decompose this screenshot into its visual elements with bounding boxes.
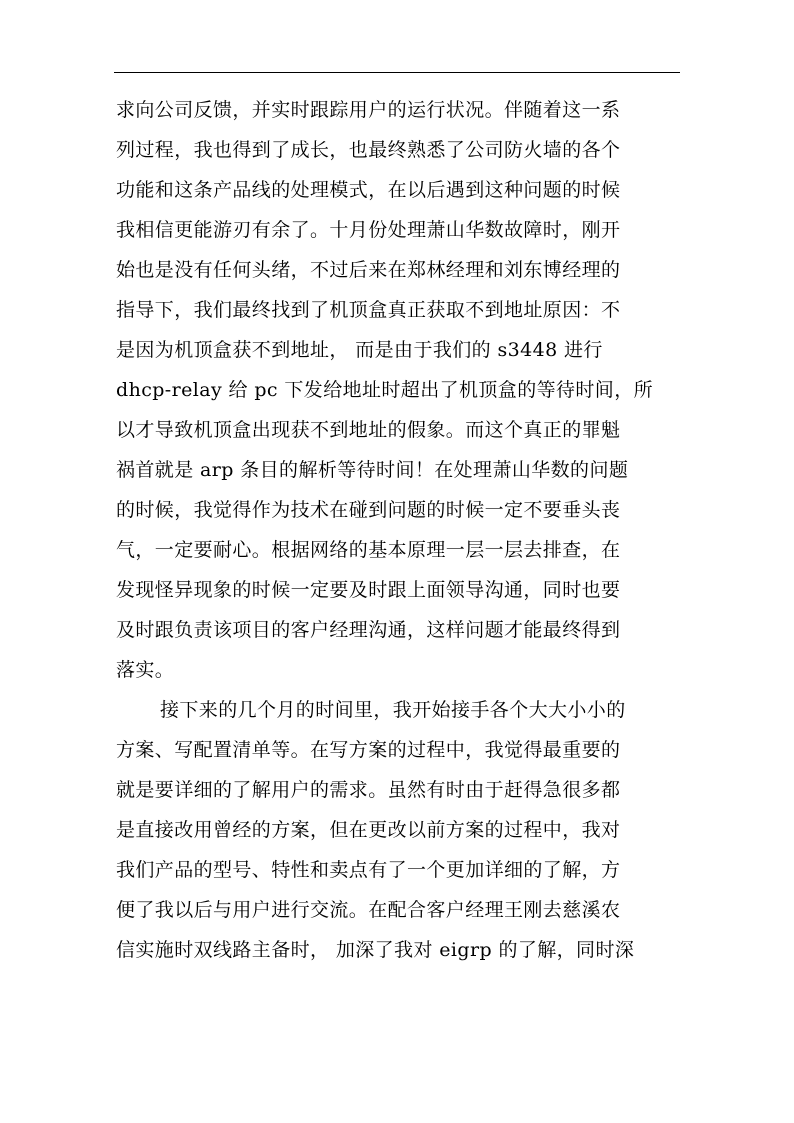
- text-line: 落实。: [116, 659, 175, 681]
- paragraph: [116, 690, 696, 970]
- text-line: 始也是没有任何头绪，不过后来在郑林经理和刘东博经理的: [116, 259, 621, 281]
- text-line: dhcp-relay 给 pc 下发给地址时超出了机顶盒的等待时间，所: [116, 379, 654, 401]
- text-line: 接下来的几个月的时间里，我开始接手各个大大小小的: [160, 699, 626, 721]
- body-text: [116, 90, 696, 970]
- text-line: 功能和这条产品线的处理模式，在以后遇到这种问题的时候: [116, 179, 621, 201]
- text-line: 我相信更能游刃有余了。十月份处理萧山华数故障时，刚开: [116, 219, 621, 241]
- text-line: 气，一定要耐心。根据网络的基本原理一层一层去排查，在: [116, 539, 621, 561]
- text-line: 的时候，我觉得作为技术在碰到问题的时候一定不要垂头丧: [116, 499, 621, 521]
- text-line: 我们产品的型号、特性和卖点有了一个更加详细的了解，方: [116, 859, 621, 881]
- text-line: 便了我以后与用户进行交流。在配合客户经理王刚去慈溪农: [116, 899, 621, 921]
- text-line: 及时跟负责该项目的客户经理沟通，这样问题才能最终得到: [116, 619, 621, 641]
- text-line: 就是要详细的了解用户的需求。虽然有时由于赶得急很多都: [116, 779, 621, 801]
- header-rule: [114, 72, 680, 73]
- text-line: 列过程，我也得到了成长，也最终熟悉了公司防火墙的各个: [116, 139, 621, 161]
- text-line: 是直接改用曾经的方案，但在更改以前方案的过程中，我对: [116, 819, 621, 841]
- text-line: 信实施时双线路主备时， 加深了我对 eigrp 的了解，同时深: [116, 939, 635, 961]
- text-line: 求向公司反馈，并实时跟踪用户的运行状况。伴随着这一系: [116, 99, 621, 121]
- text-line: 指导下，我们最终找到了机顶盒真正获取不到地址原因：不: [116, 299, 621, 321]
- paragraph: [116, 90, 696, 690]
- text-line: 方案、写配置清单等。在写方案的过程中，我觉得最重要的: [116, 739, 621, 761]
- text-line: 以才导致机顶盒出现获不到地址的假象。而这个真正的罪魁: [116, 419, 621, 441]
- text-line: 是因为机顶盒获不到地址， 而是由于我们的 s3448 进行: [116, 339, 603, 361]
- text-line: 发现怪异现象的时候一定要及时跟上面领导沟通，同时也要: [116, 579, 621, 601]
- text-line: 祸首就是 arp 条目的解析等待时间！在处理萧山华数的问题: [116, 459, 629, 481]
